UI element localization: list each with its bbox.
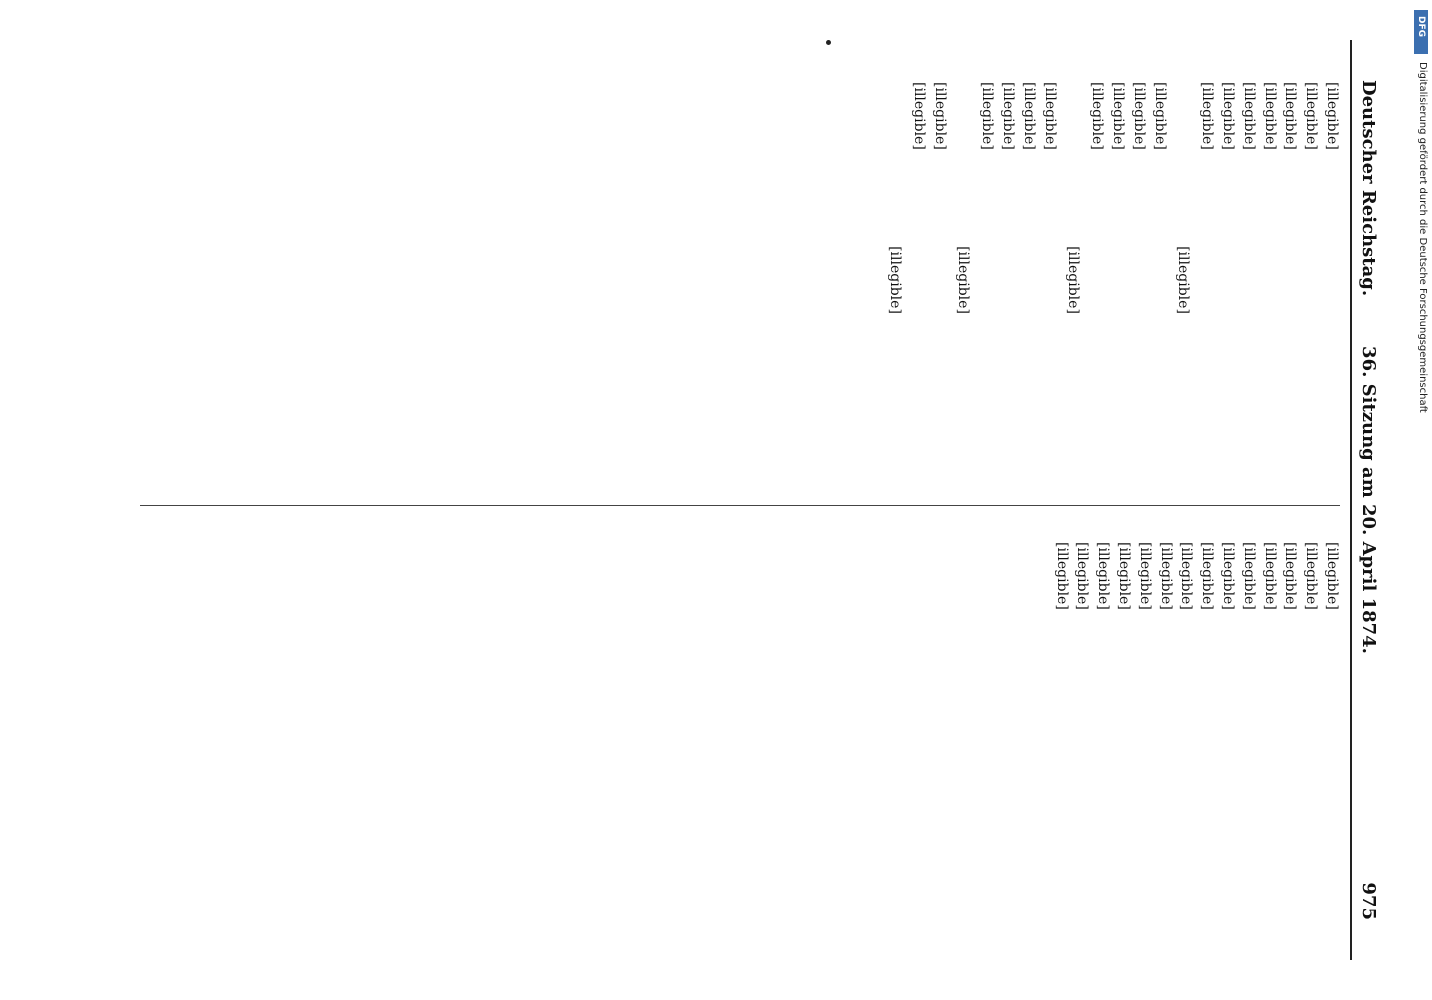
paragraph: [illegible]: [1240, 542, 1257, 610]
paragraph: [illegible]: [1074, 542, 1091, 610]
paragraph: [illegible]: [1240, 82, 1257, 150]
paragraph: [illegible]: [1041, 82, 1058, 150]
paragraph: [illegible]: [1178, 542, 1195, 610]
text-column-left: [20, 60, 1340, 500]
paragraph: [illegible]: [1261, 542, 1278, 610]
paragraph: [illegible]: [1157, 542, 1174, 610]
paragraph: [illegible]: [931, 82, 948, 150]
funding-note: Digitalisierung gefördert durch die Deutsche Forschungsgemeinschaft: [1417, 62, 1428, 413]
paragraph: [illegible]: [1116, 542, 1133, 610]
header-session: 36. Sitzung am 20. April 1874.: [1358, 346, 1379, 654]
paragraph: [illegible]: [1020, 82, 1037, 150]
header-publication: Deutscher Reichstag.: [1358, 80, 1379, 297]
funding-sidebar: [1414, 10, 1428, 995]
interjection: [illegible]: [887, 246, 904, 314]
paragraph: [illegible]: [1000, 82, 1017, 150]
paragraph: [illegible]: [1089, 82, 1106, 150]
paragraph: [illegible]: [1324, 82, 1340, 150]
paragraph: [illegible]: [1220, 542, 1237, 610]
paragraph: [illegible]: [1303, 542, 1320, 610]
scan-speck: [826, 40, 831, 45]
paragraph: [illegible]: [1282, 82, 1299, 150]
column-divider: [140, 505, 1340, 506]
dfg-logo: [1414, 10, 1428, 54]
paragraph: [illegible]: [1199, 82, 1216, 150]
dfg-logo-label: DFG: [1416, 16, 1426, 38]
paragraph: [illegible]: [1151, 82, 1168, 150]
paragraph: [illegible]: [1261, 82, 1278, 150]
interjection: [illegible]: [955, 246, 972, 314]
paragraph: [illegible]: [910, 82, 927, 150]
paragraph: [illegible]: [1282, 542, 1299, 610]
text-column-right: [20, 520, 1340, 960]
paragraph: [illegible]: [1130, 82, 1147, 150]
paragraph: [illegible]: [1095, 542, 1112, 610]
paragraph: [illegible]: [1110, 82, 1127, 150]
paragraph: [illegible]: [979, 82, 996, 150]
paragraph: [illegible]: [1220, 82, 1237, 150]
page-number: 975: [1358, 882, 1379, 920]
paragraph: [illegible]: [1136, 542, 1153, 610]
paragraph: [illegible]: [1324, 542, 1340, 610]
paragraph: [illegible]: [1303, 82, 1320, 150]
section-heading: [illegible]: [1065, 246, 1082, 314]
page-header: [1350, 40, 1402, 960]
interjection: [illegible]: [1175, 246, 1192, 314]
paragraph: [illegible]: [1053, 542, 1070, 610]
paragraph: [illegible]: [1199, 542, 1216, 610]
